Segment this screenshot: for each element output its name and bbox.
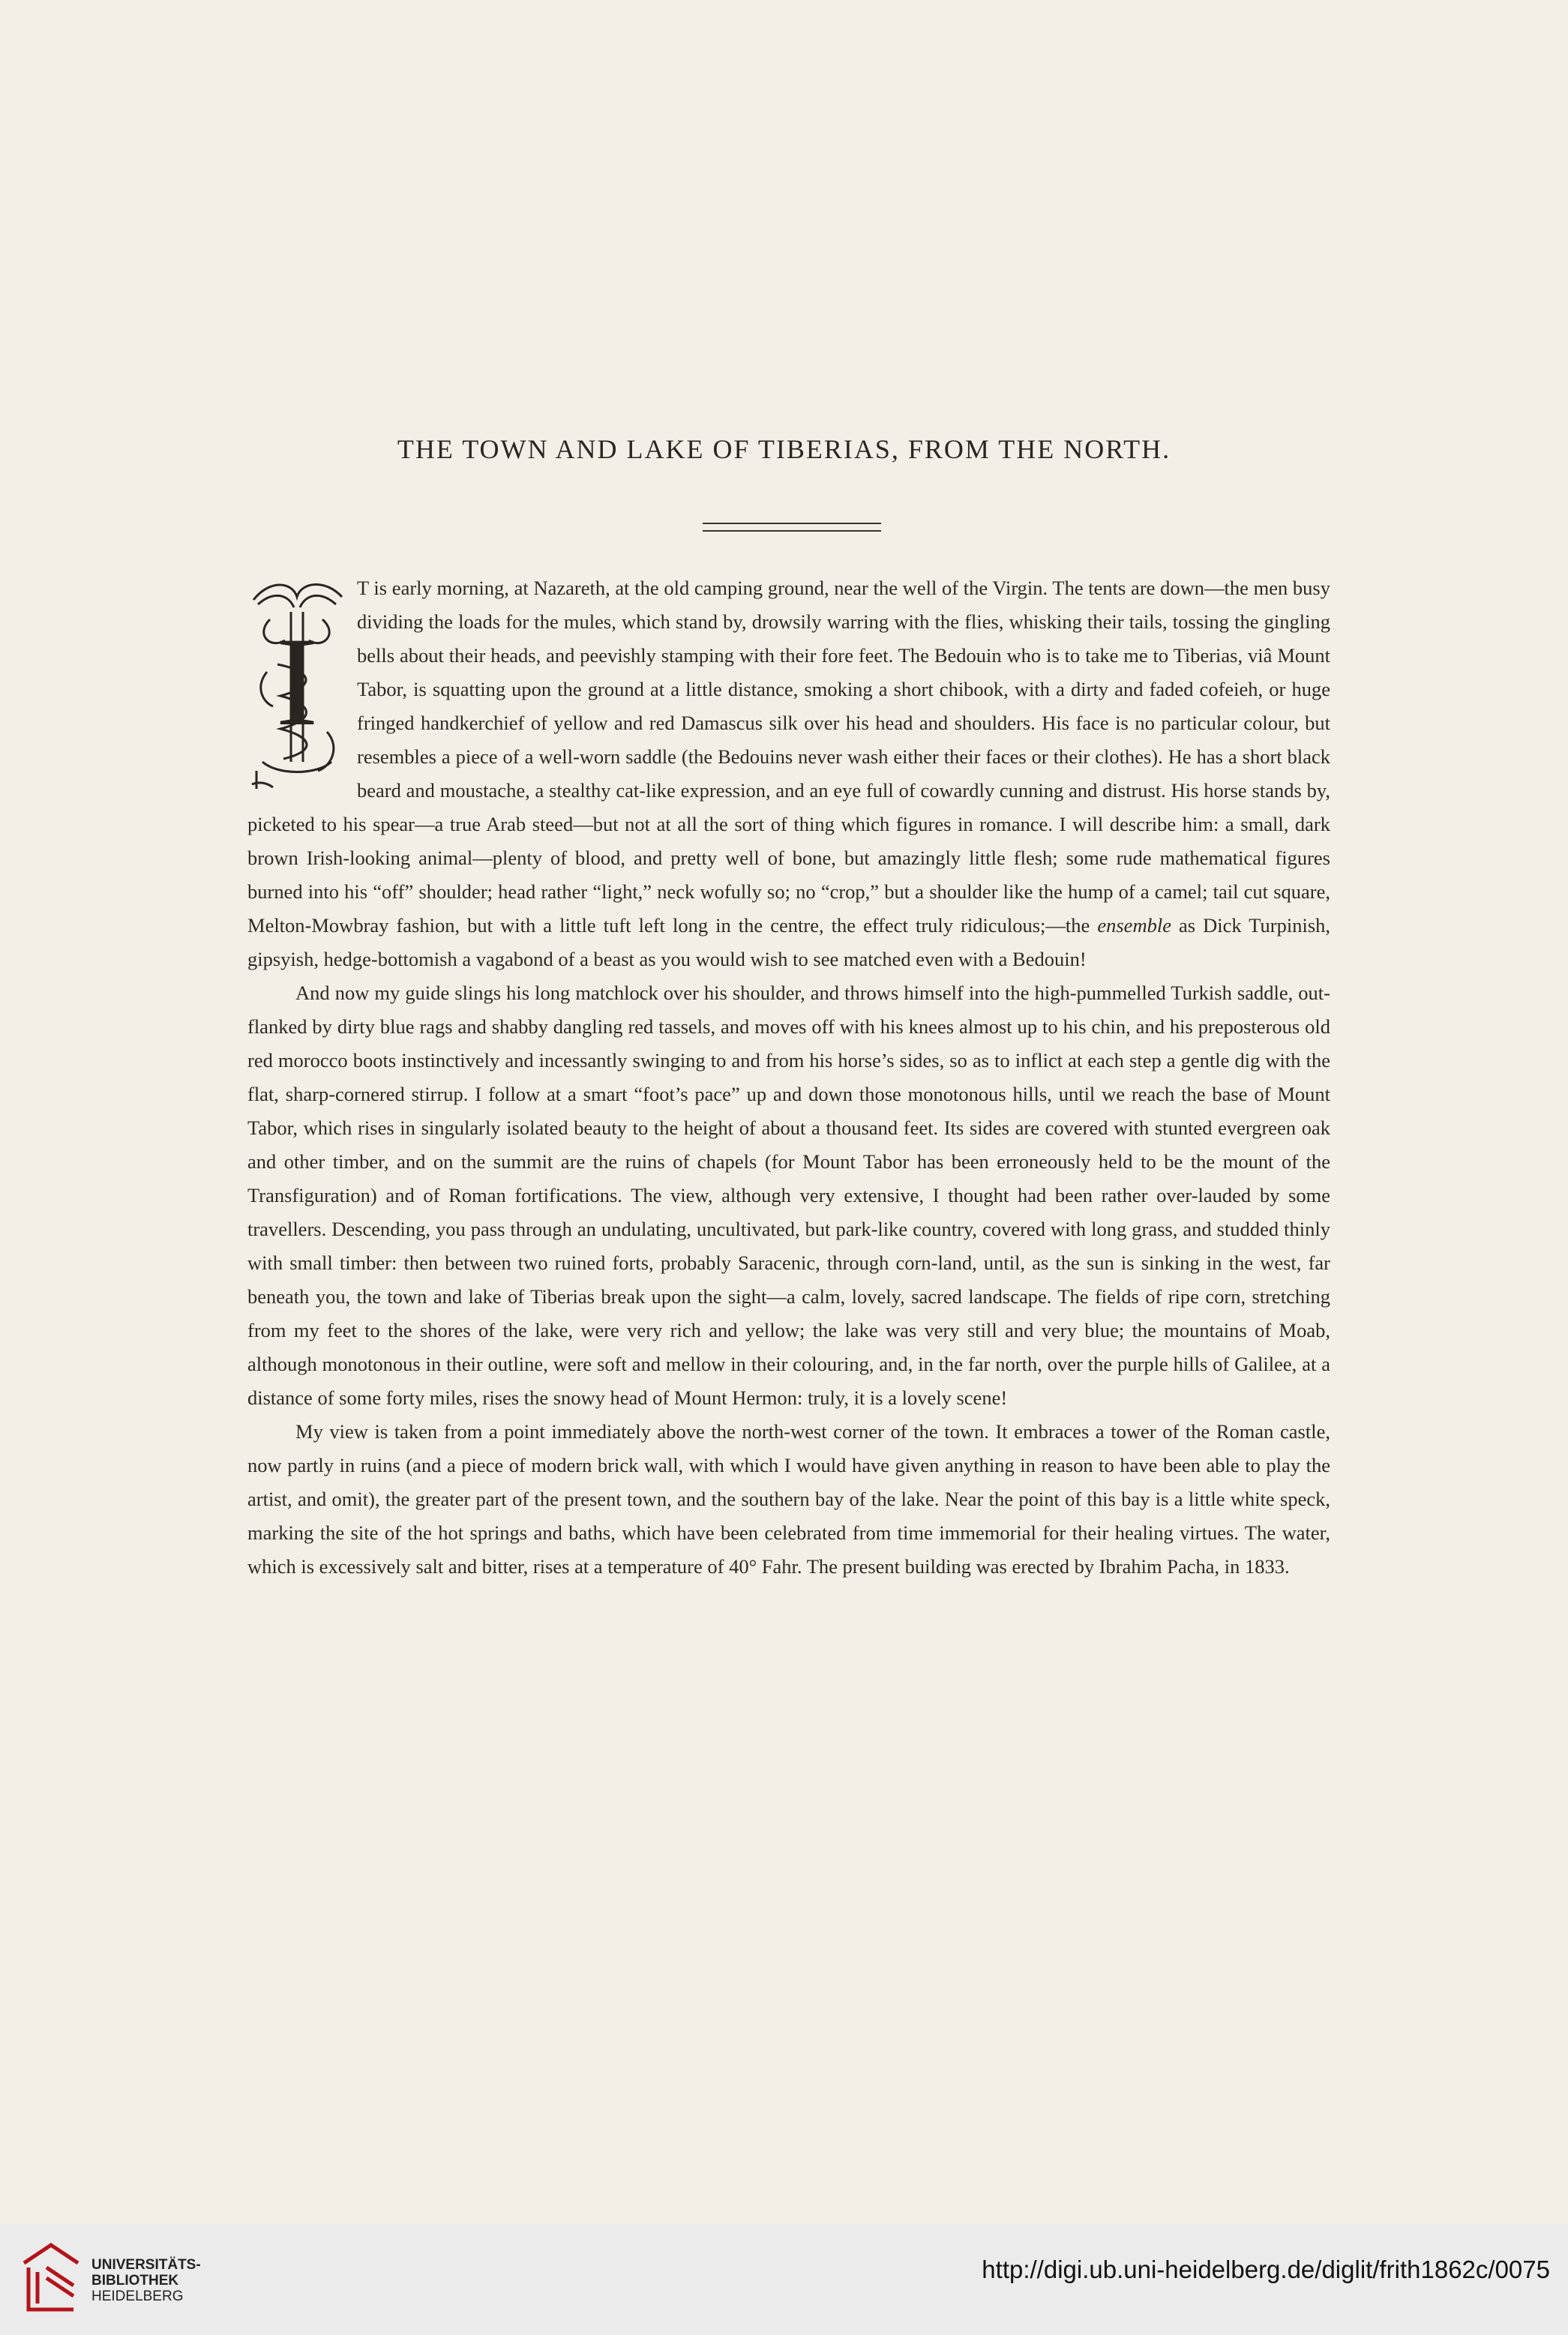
footer-bar	[0, 2224, 1568, 2335]
paragraph-1	[247, 571, 1330, 976]
library-name-line2: BIBLIOTHEK	[91, 2273, 179, 2289]
library-name-line1: UNIVERSITÄTS-	[91, 2257, 201, 2273]
page-title: THE TOWN AND LAKE OF TIBERIAS, FROM THE NORTH.	[397, 434, 1171, 464]
paragraph-2: And now my guide slings his long matchlock over his shoulder, and throws himself into the high-pummelled Turkish saddle, out-flanked by dirty blue rags and shabby dangling red tassels, and moves off with his knees almost up to his chin, and his preposterous old red morocco boots instinctively and incessantly swinging to and from his horse’s sides, so as to inflict at each step a gentle dig with the flat, sharp-cornered stirrup. I follow at a smart “foot’s pace” up and down those monotonous hills, until we reach the base of Mount Tabor, which rises in singularly isolated beauty to the height of about a thousand feet. Its sides are covered with stunted evergreen oak and other timber, and on the summit are the ruins of chapels (for Mount Tabor has been erroneously held to be the mount of the Transfiguration) and of Roman fortifications. The view, although very extensive, I thought had been rather over-lauded by some travellers. Descending, you pass through an undulating, uncultivated, but park-like country, covered with long grass, and studded thinly with small timber: then between two ruined forts, probably Saracenic, through corn-land, until, as the sun is sinking in the west, far beneath you, the town and lake of Tiberias break upon the sight—a calm, lovely, sacred landscape. The fields of ripe corn, stretching from my feet to the shores of the lake, were very rich and yellow; the lake was very still and very blue; the mountains of Moab, although monotonous in their outline, were soft and mellow in their colouring, and, in the far north, over the purple hills of Galilee, at a distance of some forty miles, rises the snowy head of Mount Hermon: truly, it is a lovely scene!	[247, 982, 1330, 1409]
title-double-rule	[703, 523, 881, 532]
ornamental-drop-cap-icon	[247, 574, 346, 792]
paragraph-1-text-end: as Dick Turpinish, gipsyish, hedge-bottomish a vagabond of a beast as you would wish to see matched even with a Bedouin!	[247, 914, 1331, 970]
svg-text:I: I	[275, 611, 319, 752]
library-name-line3: HEIDELBERG	[91, 2289, 184, 2304]
source-url-link[interactable]: http://digi.ub.uni-heidelberg.de/diglit/frith1862c/0075	[982, 2256, 1550, 2283]
paragraph-1-text-start: T is early morning, at Nazareth, at the old camping ground, near the well of the Virgin. The tents are down—the men busy dividing the loads for the mules, which stand by, drowsily warring with the flies, whisking their tails, tossing the gingling bells about their heads, and peevishly stamping with their fore feet. The Bedouin who is to take me to Tiberias, viâ Mount Tabor, is squatting upon the ground at a little distance, smoking a short chibook, with a dirty and faded cofeieh, or huge fringed handkerchief of yellow and red Damascus silk over his head and shoulders. His face is no particular colour, but resembles a piece of a well-worn saddle (the Bedouins never wash either their faces or their clothes). He has a short black beard and moustache, a stealthy cat-like expression, and an eye full of cowardly cunning and distrust. His horse stands by, picketed to his spear—a true Arab steed—but not at all the sort of thing which figures in romance. I will describe him: a small, dark brown Irish-looking animal—plenty of blood, and pretty well of bone, but amazingly little flesh; some rude mathematical figures burned into his “off” shoulder; head rather “light,” neck wofully so; no “crop,” but a shoulder like the hump of a camel; tail cut square, Melton-Mowbray fashion, but with a little tuft left long in the centre, the effect truly ridiculous;—the	[247, 577, 1330, 937]
library-name	[91, 2257, 201, 2304]
article-body	[247, 571, 1330, 1584]
ub-heidelberg-logo-icon[interactable]	[16, 2238, 85, 2319]
paragraph-3: My view is taken from a point immediately above the north-west corner of the town. It embraces a tower of the Roman castle, now partly in ruins (and a piece of modern brick wall, with which I would have given anything in reason to have been able to play the artist, and omit), the greater part of the present town, and the southern bay of the lake. Near the point of this bay is a little white speck, marking the site of the hot springs and baths, which have been celebrated from time immemorial for their healing virtues. The water, which is excessively salt and bitter, rises at a temperature of 40° Fahr. The present building was erected by Ibrahim Pacha, in 1833.	[247, 1420, 1330, 1578]
paragraph-1-italic-word: ensemble	[1097, 914, 1171, 937]
